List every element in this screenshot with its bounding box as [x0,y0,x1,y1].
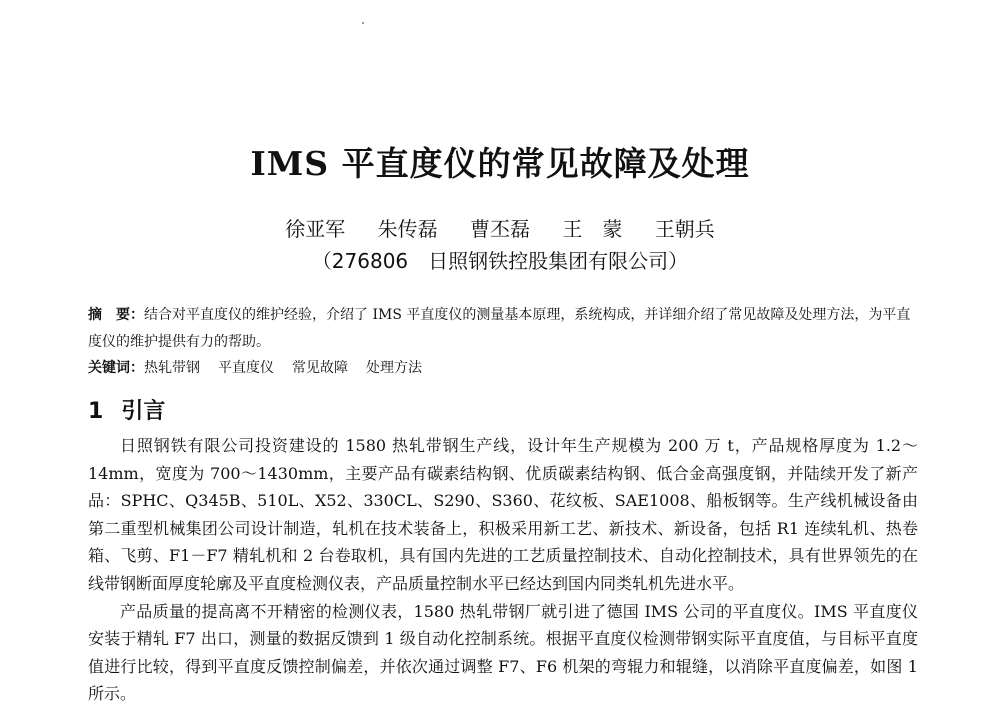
abstract [88,302,918,356]
keyword: 热轧带钢 [144,360,200,376]
section-heading [88,394,165,425]
keywords [88,357,918,379]
abstract-text: 结合对平直度仪的维护经验，介绍了 IMS 平直度仪的测量基本原理，系统构成，并详细介绍了常见故障及处理方法，为平直度仪的维护提供有力的帮助。 [88,307,911,350]
keyword: 常见故障 [292,360,348,376]
author-name: 朱传磊 [377,217,438,241]
abstract-label: 摘 要： [88,307,144,323]
paper-title: IMS 平直度仪的常见故障及处理 [250,144,750,183]
paragraph: 产品质量的提高离不开精密的检测仪表，1580 热轧带钢厂就引进了德国 IMS 公司的平直度仪。IMS 平直度仪安装于精轧 F7 出口，测量的数据反馈到 1 级自动化控制系统。根据平直度仪检测带钢实际平直度值，与目标平直度值进行比较，得到平直度反馈控制偏差，并依次通过调整 F7、F6 机架的弯辊力和辊缝，以消除平直度偏差，如图 1 所示。 [88,601,918,704]
author-name: 王朝兵 [654,217,715,241]
keyword: 平直度仪 [218,360,274,376]
section-title: 引言 [121,399,166,424]
scan-speck [362,22,364,24]
author-list [0,213,1000,242]
keywords-label: 关键词： [88,360,144,376]
affiliation: （276806 日照钢铁控股集团有限公司） [311,249,689,273]
section-number: 1 [88,399,104,424]
author-name: 曹丕磊 [470,217,530,241]
keyword: 处理方法 [366,360,422,376]
author-name: 徐亚军 [285,217,346,241]
body-text [88,432,918,708]
paragraph: 日照钢铁有限公司投资建设的 1580 热轧带钢生产线，设计年生产规模为 200 万 t，产品规格厚度为 1.2～14mm，宽度为 700～1430mm，主要产品有碳素结构钢、优质碳素结构钢、低合金高强度钢，并陆续开发了新产品：SPHC、Q345B、510L、X52、330CL、S290、S360、花纹板、SAE1008、船板钢等。生产线机械设备由第二重型机械集团公司设计制造，轧机在技术装备上，积极采用新工艺、新技术、新设备，包括 R1 连续轧机、热卷箱、飞剪、F1－F7 精轧机和 2 台卷取机，具有国内先进的工艺质量控制技术、自动化控制技术，具有世界领先的在线带钢断面厚度轮廓及平直度检测仪表，产品质量控制水平已经达到国内同类轧机先进水平。 [88,436,918,593]
author-name: 王 蒙 [562,217,623,241]
